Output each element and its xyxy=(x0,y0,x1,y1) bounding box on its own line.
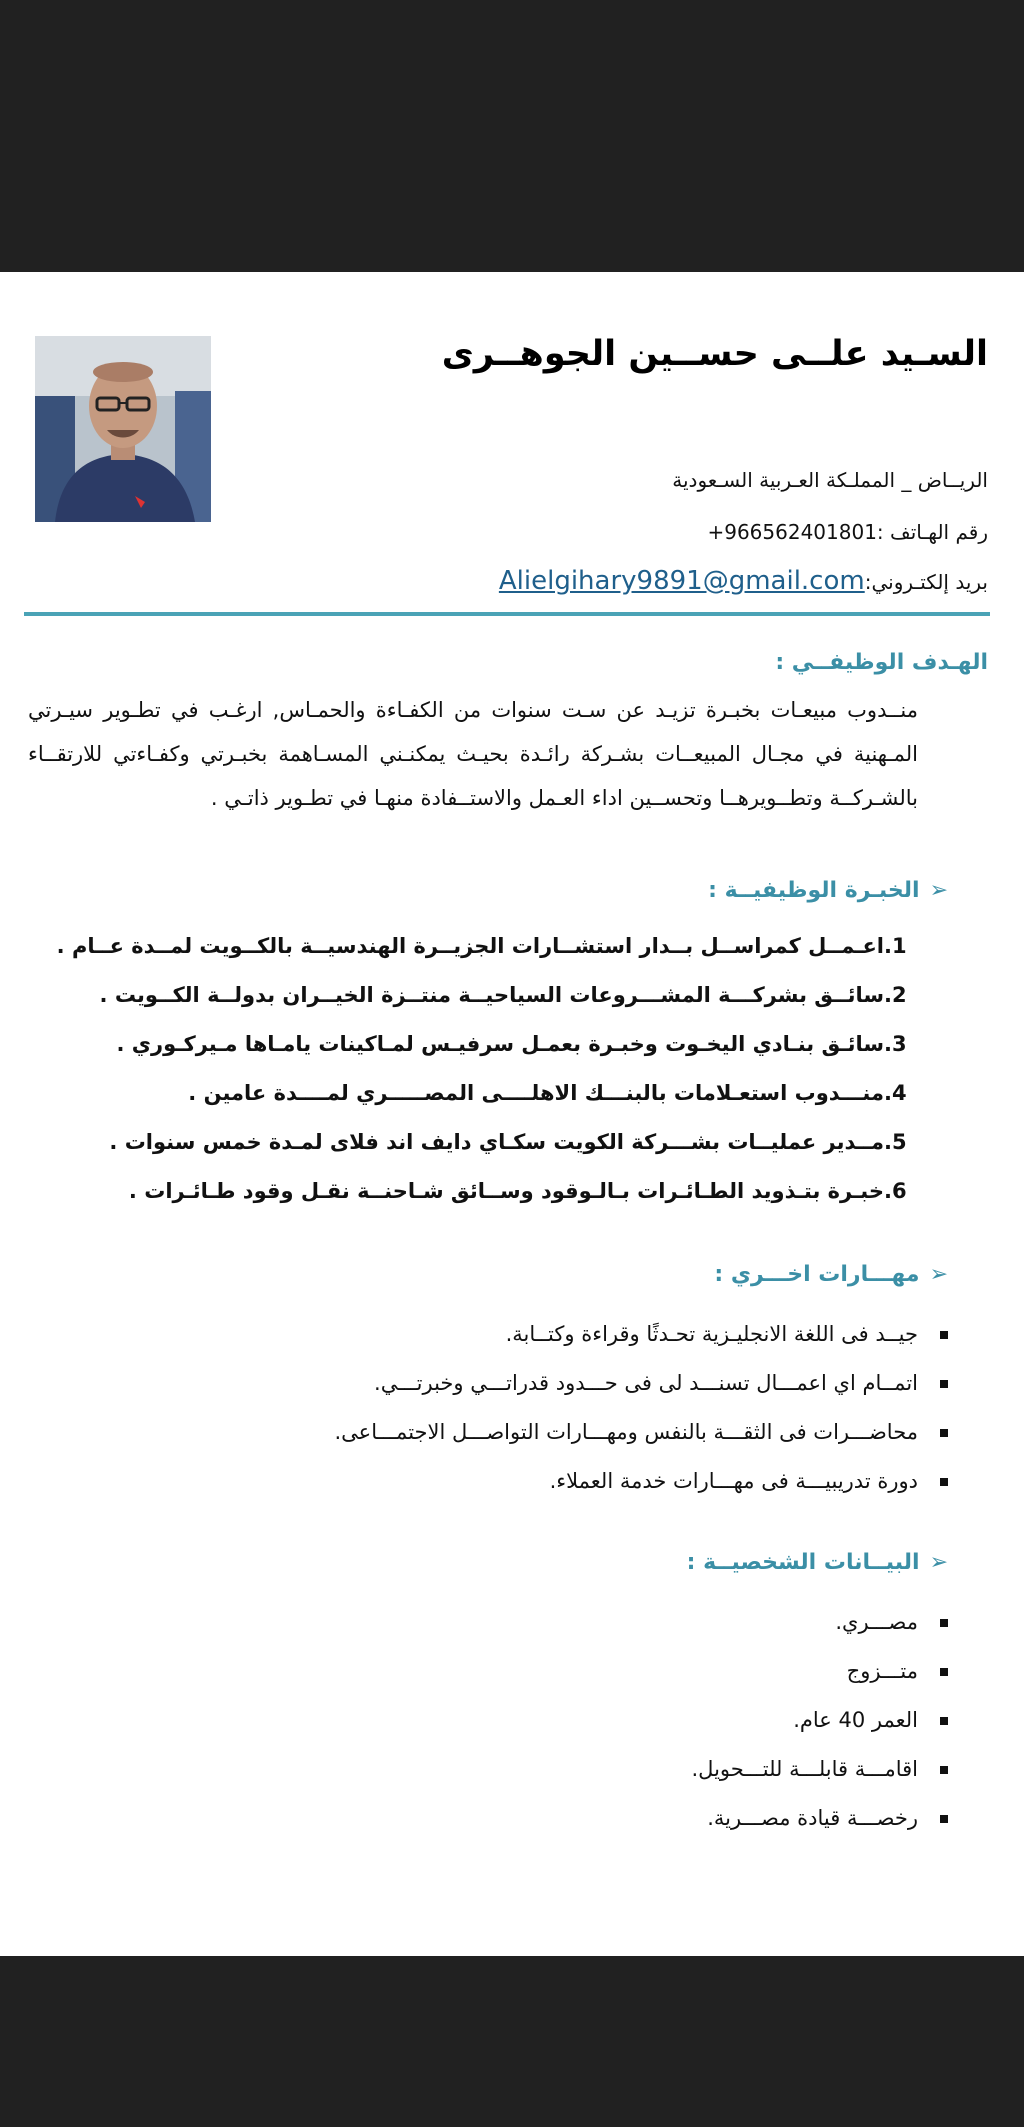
square-bullet-icon xyxy=(940,1619,948,1627)
skills-heading xyxy=(148,1262,948,1287)
email-link[interactable]: Alielgihary9891@gmail.com xyxy=(498,566,865,596)
experience-list xyxy=(56,922,918,1216)
personal-heading xyxy=(148,1550,948,1575)
item-text: مصـــري. xyxy=(835,1610,918,1634)
item-number: 3. xyxy=(884,1032,907,1056)
square-bullet-icon xyxy=(940,1331,948,1339)
item-text: اعـمــل كمراســل بــدار استشــارات الجزيــرة الهندسيــة بالكــويت لمــدة عــام . xyxy=(56,934,884,958)
phone-line xyxy=(228,520,988,544)
cv-page xyxy=(0,272,1024,1956)
item-text: محاضـــرات فى الثقـــة بالنفس ومهـــارات التواصـــل الاجتمـــاعى. xyxy=(334,1420,918,1444)
item-text: اتمــام اي اعمـــال تسنـــد لى فى حـــدود قدراتـــي وخبرتـــي. xyxy=(374,1371,918,1395)
item-text: مــدير عمليــات بشـــركة الكويت سكـاي دايف اند فلاى لمـدة خمس سنوات . xyxy=(109,1130,884,1154)
list-item xyxy=(118,1167,918,1216)
item-number: 5. xyxy=(884,1130,907,1154)
list-item xyxy=(148,1457,948,1506)
item-text: سائــق بشركـــة المشـــروعات السياحيــة منتــزة الخيــران بدولــة الكــويت . xyxy=(99,983,884,1007)
item-number: 2. xyxy=(884,983,907,1007)
item-text: اقامـــة قابلـــة للتـــحويل. xyxy=(691,1757,918,1781)
top-dark-band xyxy=(0,0,1024,272)
item-text: خبـرة بتـذويد الطـائـرات بـالـوقود وســائق شـاحنــة نقـل وقود طـائـرات . xyxy=(128,1179,884,1203)
profile-photo xyxy=(35,336,211,522)
square-bullet-icon xyxy=(940,1380,948,1388)
experience-heading-label: الخبـرة الوظيفيــة : xyxy=(708,878,920,903)
item-text: رخصـــة قيادة مصـــرية. xyxy=(707,1806,918,1830)
item-number: 6. xyxy=(884,1179,907,1203)
arrow-bullet-icon: ➢ xyxy=(929,878,948,903)
item-text: سائـق بنـادي اليخـوت وخبـرة بعمـل سرفيـس لمـاكينات يامـاها مـيركـوري . xyxy=(116,1032,884,1056)
address-line: الريــاض _ المملـكة العـربية السـعودية xyxy=(672,468,988,492)
list-item xyxy=(148,1310,948,1359)
list-item xyxy=(148,1794,948,1843)
phone-number: +966562401801 xyxy=(707,520,877,544)
personal-list xyxy=(148,1598,948,1843)
page-title: السـيد علــى حســين الجوهــرى xyxy=(441,334,988,374)
list-item xyxy=(118,1069,918,1118)
list-item xyxy=(148,1359,948,1408)
objective-text: منــدوب مبيعـات بخبـرة تزيـد عن سـت سنوات من الكفـاءة والحمـاس, ارغـب في تطـوير سيـرتي المـهنية في مجـال المبيعــات بشـركة رائـدة بحيـث يمكنـني المسـاهمة بخبـرتي وكفـاءتي للارتقــاء بالشـركــة وتطــويرهــا وتحســين اداء العـمل والاستــفادة منهـا في تطـوير ذاتـي . xyxy=(28,698,918,810)
list-item xyxy=(148,1696,948,1745)
item-text: العمر 40 عام. xyxy=(793,1708,918,1732)
bottom-dark-band xyxy=(0,1956,1024,2127)
item-number: 1. xyxy=(884,934,907,958)
objective-heading: الهـدف الوظيفــي : xyxy=(775,650,988,675)
square-bullet-icon xyxy=(940,1815,948,1823)
arrow-bullet-icon: ➢ xyxy=(929,1262,948,1287)
item-text: متـــزوج xyxy=(846,1659,918,1683)
square-bullet-icon xyxy=(940,1668,948,1676)
list-item xyxy=(148,1598,948,1647)
square-bullet-icon xyxy=(940,1717,948,1725)
skills-heading-label: مهـــارات اخـــري : xyxy=(714,1262,920,1287)
item-text: دورة تدريبيـــة فى مهـــارات خدمة العملاء. xyxy=(549,1469,918,1493)
square-bullet-icon xyxy=(940,1429,948,1437)
list-item xyxy=(109,1118,918,1167)
header-divider xyxy=(24,612,990,616)
phone-label: رقم الهـاتف : xyxy=(876,520,988,544)
list-item xyxy=(118,1020,918,1069)
list-item xyxy=(148,1745,948,1794)
personal-heading-label: البيــانات الشخصيــة : xyxy=(686,1550,920,1575)
arrow-bullet-icon: ➢ xyxy=(929,1550,948,1575)
item-text: جيــد فى اللغة الانجليـزية تحـدثًا وقراءة وكتــابة. xyxy=(505,1322,918,1346)
list-item xyxy=(148,1408,948,1457)
list-item xyxy=(99,971,918,1020)
person-photo-icon xyxy=(35,336,211,522)
list-item xyxy=(56,922,918,971)
list-item xyxy=(148,1647,948,1696)
item-text: منـــدوب استعـلامات بالبنـــك الاهلــــى المصـــــري لمــــدة عامين . xyxy=(188,1081,884,1105)
experience-heading xyxy=(148,878,948,903)
email-line xyxy=(228,566,988,596)
square-bullet-icon xyxy=(940,1766,948,1774)
skills-list xyxy=(148,1310,948,1506)
email-label: بريد إلكتـروني: xyxy=(864,570,988,594)
item-number: 4. xyxy=(884,1081,907,1105)
square-bullet-icon xyxy=(940,1478,948,1486)
